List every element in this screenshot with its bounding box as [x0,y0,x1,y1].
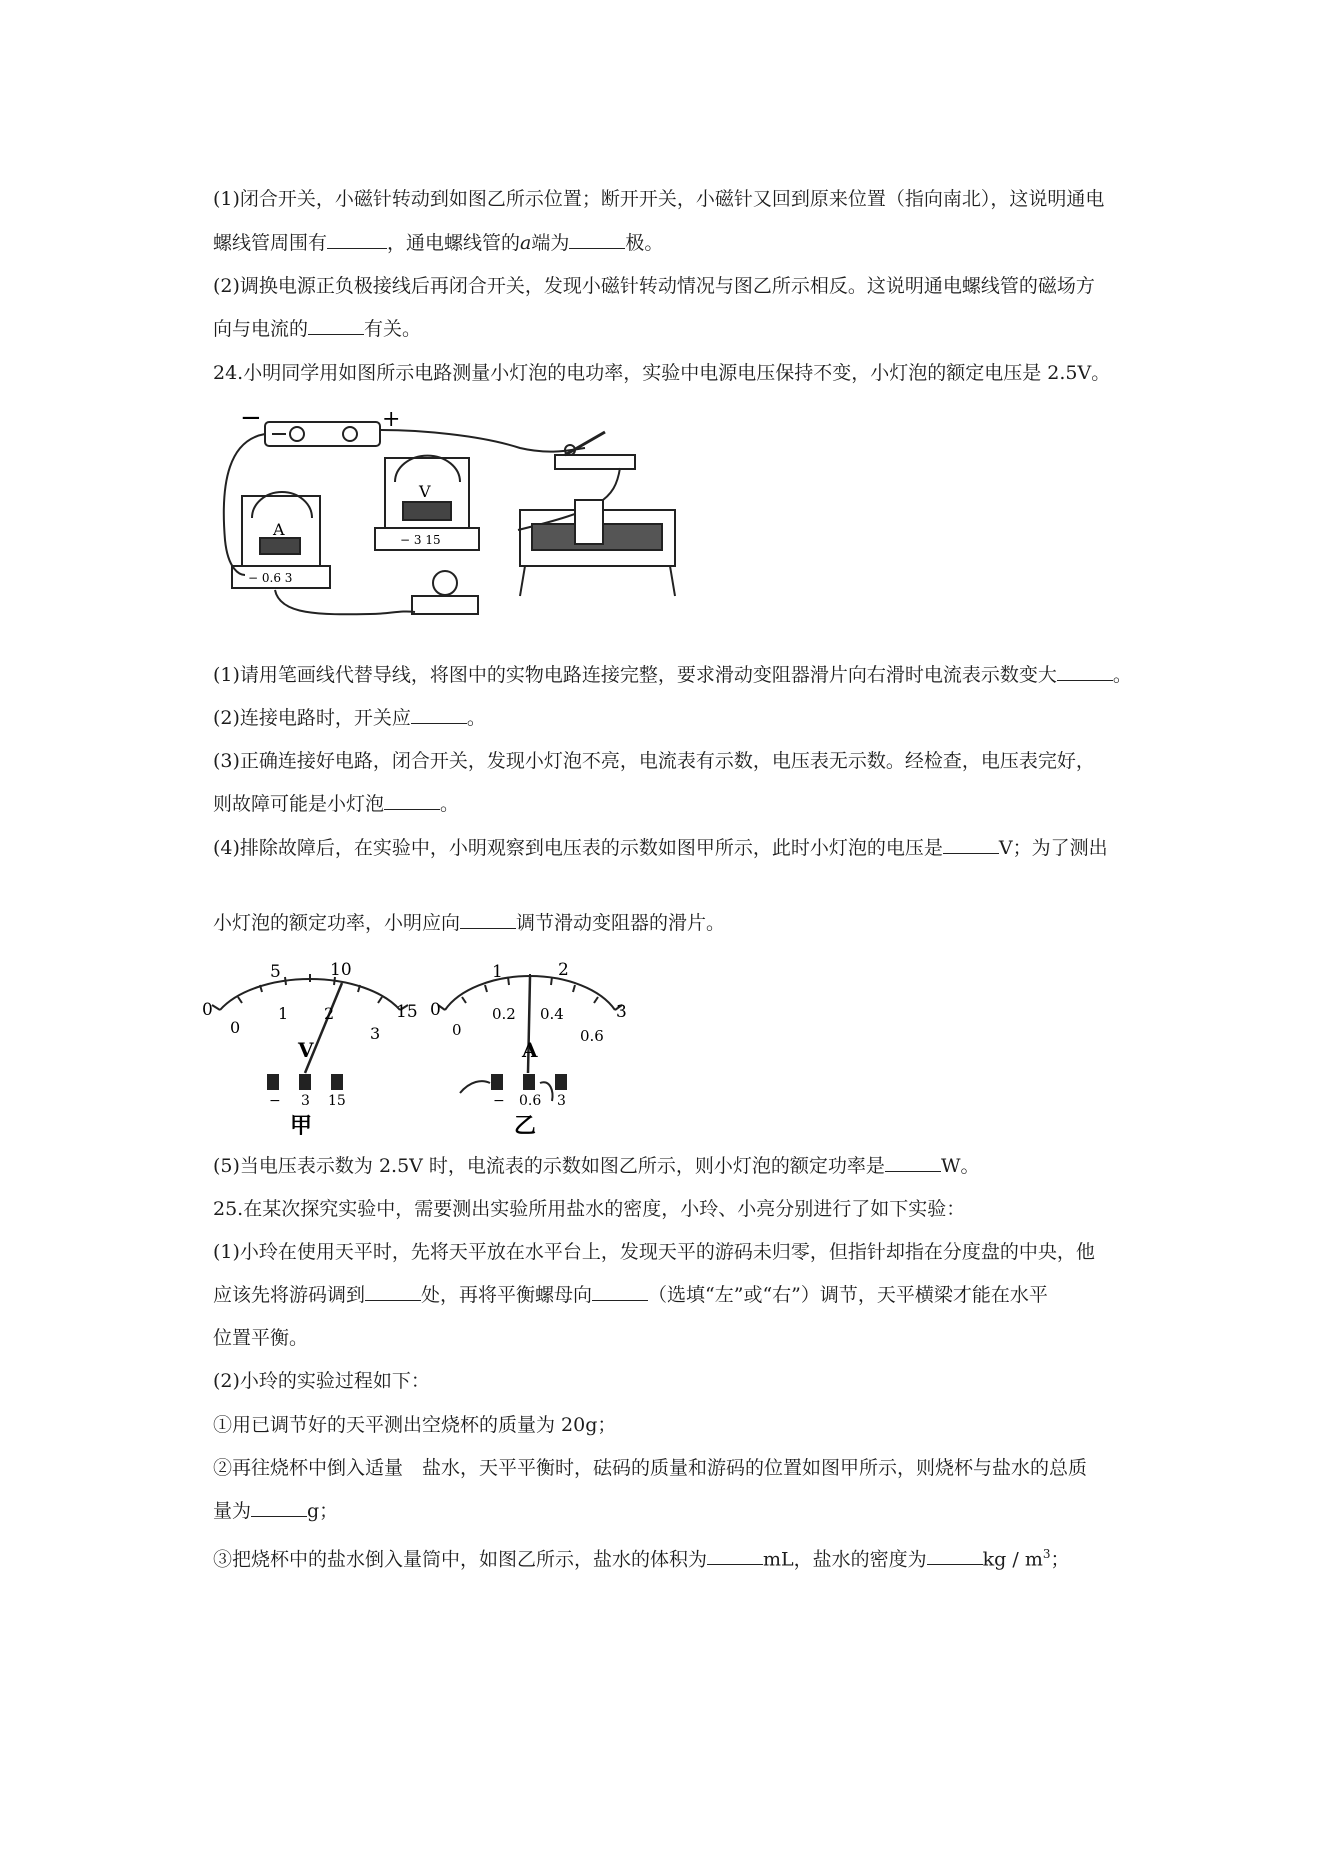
q25-step2-line1: ②再往烧杯中倒入适量 盐水，天平平衡时，砝码的质量和游码的位置如图甲所示，则烧杯与盐水的总质 [213,1457,1088,1479]
q25-s1-line2: 应该先将游码调到 处，再将平衡螺母向 （选填“左”或“右”）调节，天平横梁才能在水平 [213,1284,1048,1306]
ammeter-terminal-labels: − 0.6 3 [248,571,293,585]
answer-blank[interactable] [327,230,387,249]
q23-p1-line1: (1)闭合开关，小磁针转动到如图乙所示位置；断开开关，小磁针又回到原来位置（指向南北），这说明通电 [213,188,1105,210]
battery-plus-label: + [382,407,401,432]
wire [224,434,265,575]
meter-yi-terminal-label: − [493,1093,505,1109]
answer-blank[interactable] [411,705,467,724]
meter-yi-bottom-02: 0.2 [492,1005,516,1023]
answer-blank[interactable] [885,1153,941,1172]
answer-blank[interactable] [707,1546,763,1565]
voltmeter-terminal-labels: − 3 15 [400,533,441,547]
switch-base [555,455,635,469]
q25-step3: ③把烧杯中的盐水倒入量筒中，如图乙所示，盐水的体积为 mL，盐水的密度为 kg / $m^3$； [213,1547,1070,1571]
rheostat-slider[interactable] [575,500,603,544]
answer-blank[interactable] [365,1282,421,1301]
q24-s3-line1: (3)正确连接好电路，闭合开关，发现小灯泡不亮，电流表有示数，电压表无示数。经检查，电压表完好， [213,750,1095,772]
meter-yi-top-3: 3 [616,1002,627,1022]
answer-blank[interactable] [460,910,516,929]
meter-yi-bottom-0: 0 [452,1021,462,1039]
meter-yi-wire [540,1082,553,1101]
q24-s4-line2: 小灯泡的额定功率，小明应向 调节滑动变阻器的滑片。 [213,912,726,934]
q25-s2: (2)小玲的实验过程如下： [213,1370,430,1392]
answer-blank[interactable] [592,1282,648,1301]
meter-yi-symbol: A [522,1038,538,1062]
meter-jia-arc [220,979,400,1010]
q24-s5: (5)当电压表示数为 2.5V 时，电流表的示数如图乙所示，则小灯泡的额定功率是 W。 [213,1155,980,1177]
wire [518,468,620,530]
wire [275,590,415,614]
meter-yi-top-0: 0 [430,1000,441,1020]
q25-stem: 25.在某次探究实验中，需要测出实验所用盐水的密度，小玲、小亮分别进行了如下实验： [213,1198,966,1220]
meter-jia-terminal [332,1075,342,1089]
q24-s4-line1: (4)排除故障后，在实验中，小明观察到电压表的示数如图甲所示，此时小灯泡的电压是 V；为了测出 [213,837,1108,859]
q24-stem: 24.小明同学用如图所示电路测量小灯泡的电功率，实验中电源电压保持不变，小灯泡的额定电压是 2.5V。 [213,362,1111,384]
answer-blank[interactable] [1057,662,1113,681]
meter-jia-caption: 甲 [290,1113,313,1135]
meter-yi-terminal [556,1075,566,1089]
meter-yi-terminal [492,1075,502,1089]
battery-minus-label: − [240,403,262,433]
meter-yi-wire [460,1081,490,1093]
q24-s3-line2: 则故障可能是小灯泡 。 [213,793,460,815]
circuit-figure [220,400,690,640]
ammeter-symbol: A [273,520,285,539]
meter-yi-bottom-04: 0.4 [540,1005,564,1023]
meter-jia-top-5: 5 [270,962,281,982]
meter-yi-terminal-label: 0.6 [519,1093,542,1109]
answer-blank[interactable] [251,1498,307,1517]
q23-p2-line2: 向与电流的 有关。 [213,318,422,340]
meter-yi-terminal [524,1075,534,1089]
lamp-base [412,596,478,614]
meter-yi-bottom-06: 0.6 [580,1027,604,1045]
meter-jia-terminal [268,1075,278,1089]
meter-yi-top-2: 2 [558,960,569,980]
meter-jia-bottom-1: 1 [278,1004,289,1023]
meter-jia-ticks [238,974,382,1003]
meter-jia-terminal-label: 3 [301,1093,310,1109]
meter-yi-figure [430,955,640,1135]
meter-jia-top-15: 15 [396,1002,418,1022]
answer-blank[interactable] [943,835,999,854]
q23-p1-line2: 螺线管周围有 ，通电螺线管的a端为 极。 [213,232,664,254]
meter-jia-terminal-label: − [269,1093,281,1109]
meter-jia-figure [200,955,430,1135]
meter-yi-top-1: 1 [492,962,503,982]
answer-blank[interactable] [308,316,364,335]
battery-cell-icon [290,427,304,441]
q25-s1-line1: (1)小玲在使用天平时，先将天平放在水平台上，发现天平的游码未归零，但指针却指在分度盘的中央，他 [213,1241,1095,1263]
meter-yi-terminal-label: 3 [557,1093,566,1109]
q24-s1: (1)请用笔画线代替导线，将图中的实物电路连接完整，要求滑动变阻器滑片向右滑时电流表示数变大 。 [213,664,1132,686]
q25-s1-line3: 位置平衡。 [213,1327,309,1349]
meter-jia-bottom-2: 2 [324,1004,335,1023]
answer-blank[interactable] [927,1546,983,1565]
meter-jia-terminal-label: 15 [328,1093,346,1109]
battery-cell-icon [343,427,357,441]
meter-jia-bottom-3: 3 [370,1024,381,1043]
switch-lever [565,432,605,455]
meter-jia-bottom-0: 0 [230,1018,241,1037]
meter-jia-terminal [300,1075,310,1089]
meter-jia-top-10: 10 [330,960,352,980]
meter-yi-caption: 乙 [514,1113,537,1135]
lamp-bulb [433,571,457,595]
q25-step1: ①用已调节好的天平测出空烧杯的质量为 20g； [213,1414,617,1436]
answer-blank[interactable] [384,791,440,810]
voltmeter-symbol: V [419,482,431,501]
wire [380,430,585,452]
q25-step2-line2: 量为 g； [213,1500,339,1522]
meter-jia-symbol: V [298,1038,314,1062]
meter-jia-top-0: 0 [202,1000,213,1020]
q24-s2: (2)连接电路时，开关应 。 [213,707,486,729]
answer-blank[interactable] [569,230,625,249]
q23-p2-line1: (2)调换电源正负极接线后再闭合开关，发现小磁针转动情况与图乙所示相反。这说明通电螺线管的磁场方 [213,275,1095,297]
